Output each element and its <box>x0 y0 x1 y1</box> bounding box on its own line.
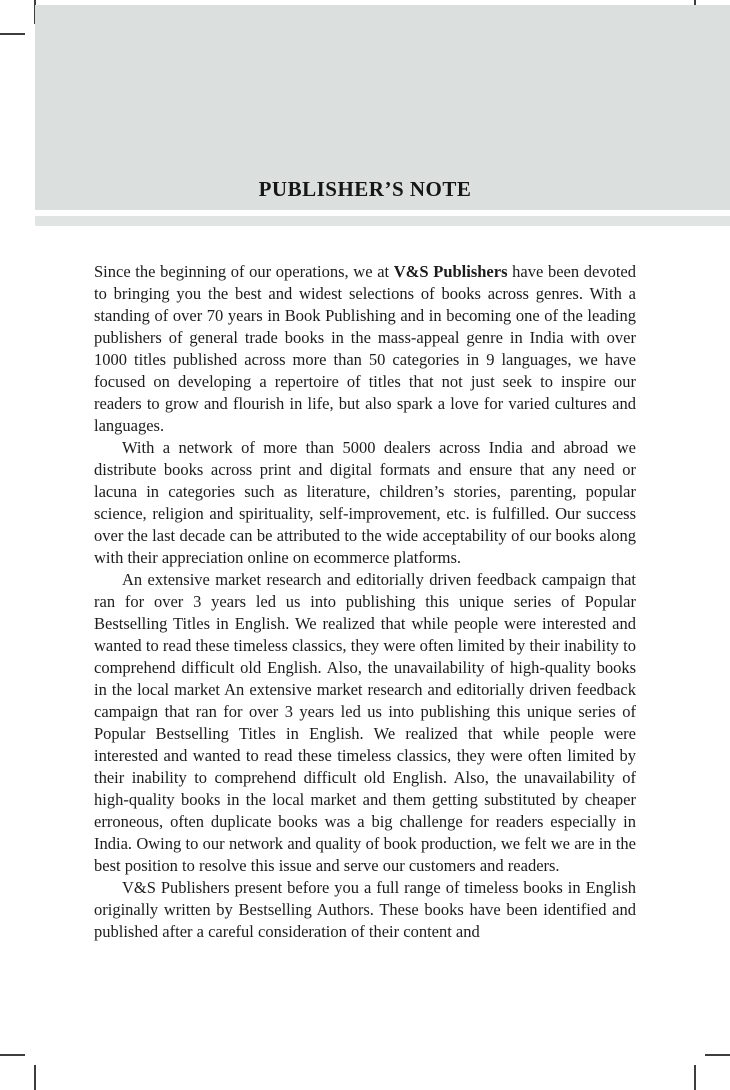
paragraph-3: An extensive market research and editorially driven feedback campaign that ran for over 3 years led us into publishing this unique series of Popular Bestselling Titles in English. We realized that while people were interested and wanted to read these timeless classics, they were often limited by their inability to comprehend difficult old English. Also, the unavailability of high-quality books in the local market An extensive market research and editorially driven feedback campaign that ran for over 3 years led us into publishing this unique series of Popular Bestselling Titles in English. We realized that while people were interested and wanted to read these timeless classics, they were often limited by their inability to comprehend difficult old English. Also, the unavailability of high-quality books in the local market and them getting substituted by cheaper erroneous, often duplicate books was a big challenge for readers especially in India. Owing to our network and quality of book production, we felt we are in the best position to resolve this issue and serve our customers and readers. <box>94 570 636 875</box>
body-text <box>94 261 636 943</box>
publisher-name-bold: V&S Publishers <box>393 262 508 281</box>
paragraph-4: V&S Publishers present before you a full range of timeless books in English originally written by Bestselling Authors. These books have been identified and published after a careful consideration of their content and <box>94 878 636 941</box>
header-band <box>35 5 730 210</box>
paragraph-1-text-start: Since the beginning of our operations, we at <box>94 262 394 281</box>
header-accent-strip <box>35 216 730 226</box>
paragraph-1-text-end: have been devoted to bringing you the best and widest selections of books across genres. With a standing of over 70 years in Book Publishing and in becoming one of the leading publishers of general trade books in the mass-appeal genre in India with over 1000 titles published across more than 50 categories in 9 languages, we have focused on developing a repertoire of titles that not just seek to inspire our readers to grow and flourish in life, but also spark a love for varied cultures and languages. <box>94 262 636 435</box>
crop-mark-bottom-left-vertical <box>34 1065 36 1090</box>
paragraph-1 <box>94 261 636 437</box>
page-title: PUBLISHER’S NOTE <box>258 177 472 201</box>
crop-mark-top-left-horizontal <box>0 33 25 35</box>
paragraph-2: With a network of more than 5000 dealers across India and abroad we distribute books across print and digital formats and ensure that any need or lacuna in categories such as literature, children’s stories, parenting, popular science, religion and spirituality, self-improvement, etc. is fulfilled. Our success over the last decade can be attributed to the wide acceptability of our books along with their appreciation online on ecommerce platforms. <box>94 438 636 567</box>
crop-mark-bottom-right-horizontal <box>705 1054 730 1056</box>
crop-mark-bottom-left-horizontal <box>0 1054 25 1056</box>
crop-mark-bottom-right-vertical <box>694 1065 696 1090</box>
